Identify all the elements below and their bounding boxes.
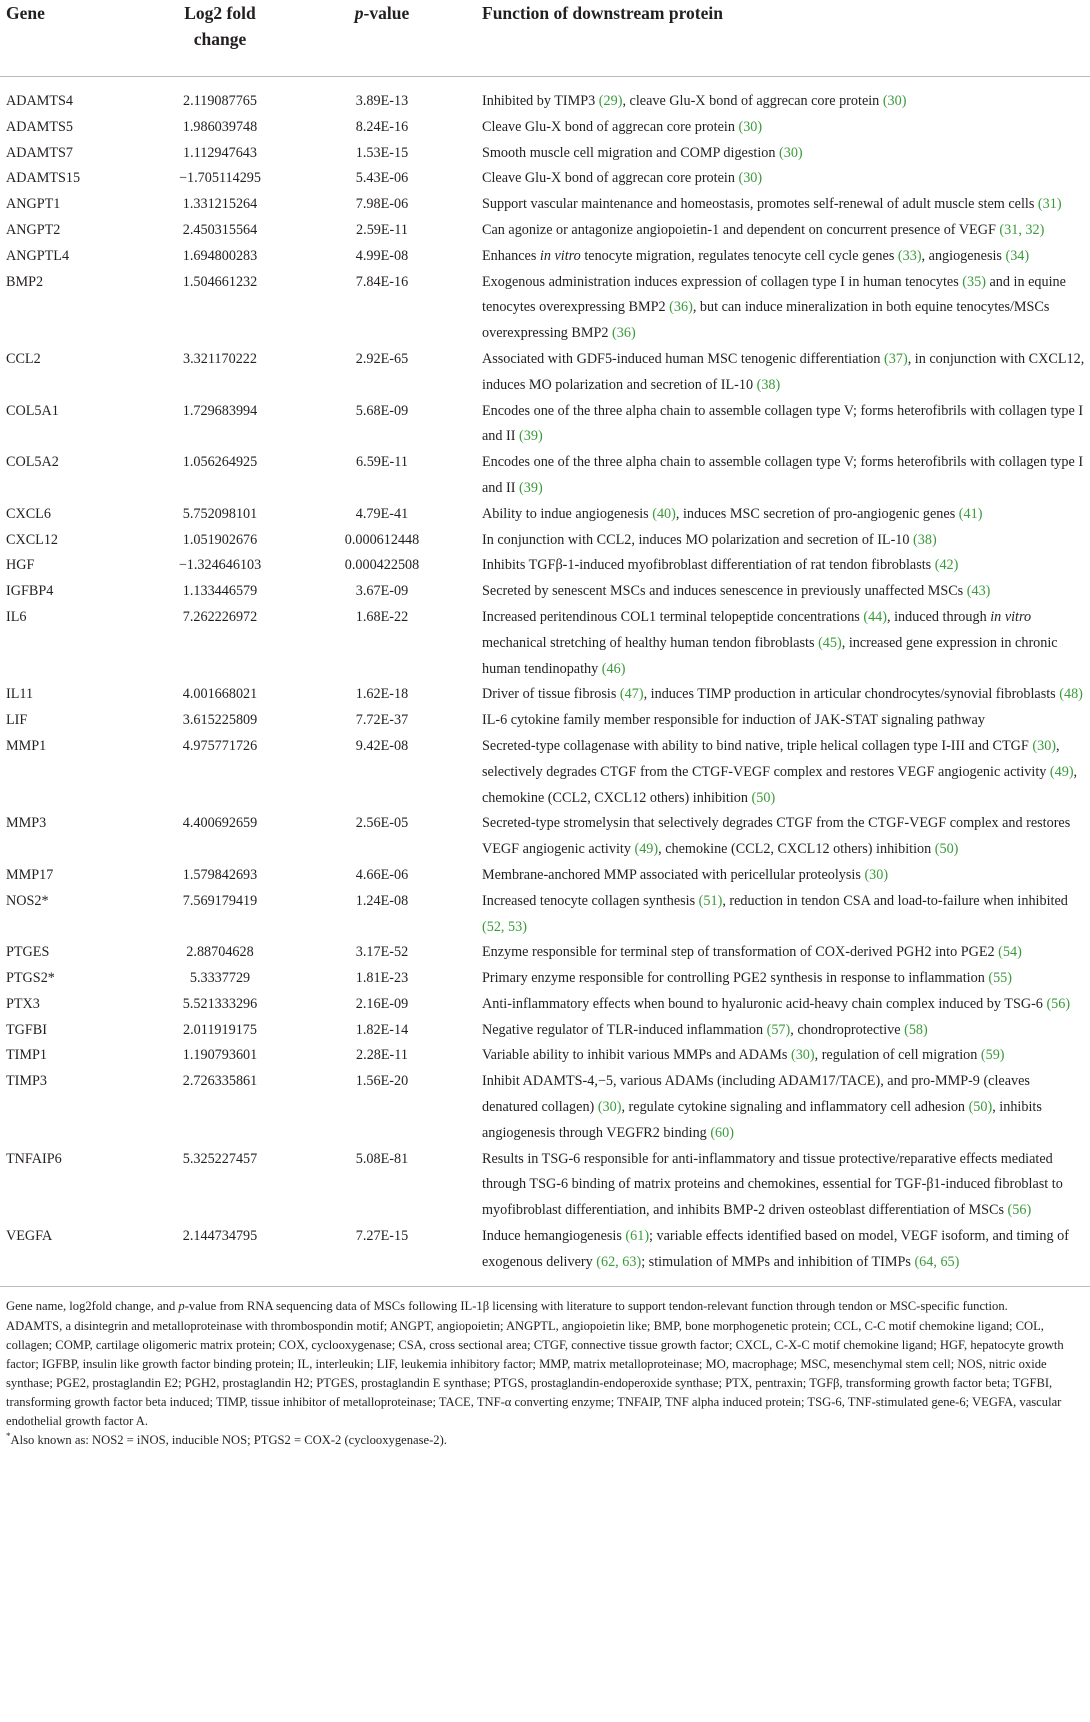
text-segment: , chemokine (CCL2, CXCL12 others) inhibition — [482, 763, 1078, 806]
gene-name: PTGS2* — [6, 970, 55, 987]
header-log2-fold-change — [148, 0, 292, 77]
p-value: 4.66E-06 — [355, 866, 409, 883]
reference-citation: (33) — [897, 247, 922, 264]
log2-fold-change: 4.400692659 — [182, 815, 258, 832]
table-row — [0, 1043, 1090, 1069]
text-segment: , but can induce mineralization in both equine tenocytes/MSCs overexpressing BMP2 — [482, 299, 1050, 342]
gene-name: ANGPT1 — [6, 196, 61, 213]
table-row — [0, 889, 1090, 941]
text-segment: Negative regulator of TLR-induced inflammation — [482, 1021, 767, 1038]
reference-citation: (41) — [958, 505, 983, 522]
text-segment: ; stimulation of MMPs and inhibition of TIMPs — [641, 1253, 915, 1270]
gene-name: ADAMTS4 — [6, 93, 74, 109]
table-row — [0, 450, 1090, 502]
text-segment: and in equine tenocytes overexpressing BMP2 — [482, 273, 1066, 316]
protein-function — [472, 940, 1090, 966]
text-segment: IL-6 cytokine family member responsible for induction of JAK-STAT signaling pathway — [482, 712, 985, 729]
reference-citation: (60) — [710, 1124, 734, 1141]
p-value: 2.28E-11 — [356, 1047, 408, 1064]
p-value: 5.43E-06 — [355, 170, 409, 187]
reference-citation: (30) — [1032, 737, 1057, 754]
gene-name: LIF — [6, 712, 28, 729]
text-segment: mechanical stretching of healthy human tendon fibroblasts — [482, 634, 819, 651]
gene-name: ADAMTS5 — [6, 118, 74, 135]
reference-citation: (35) — [962, 273, 986, 290]
protein-function — [472, 1224, 1090, 1286]
log2-fold-change: 5.521333296 — [182, 995, 258, 1012]
table-row — [0, 966, 1090, 992]
protein-function — [472, 734, 1090, 811]
text-segment: , induces TIMP production in articular chondrocytes/synovial fibroblasts — [643, 686, 1060, 703]
abbreviations: ADAMTS, a disintegrin and metalloproteinase with thrombospondin motif; ANGPT, angiopoietin; ANGPTL, angiopoietin like; BMP, bone morphogenetic protein; CCL, C-C motif chemokine ligand; COL, collagen; COMP, cartilage oligomeric matrix protein; COX, cyclooxygenase; CSA, cross sectional area; CTGF, connective tissue growth factor; CXCL, C-X-C motif chemokine ligand; HGF, hepatocyte growth factor; IGFBP, insulin like growth factor binding protein; IL, interleukin; LIF, leukemia inhibitory factor; MMP, matrix metalloproteinase; MO, macrophage; MSC, mesenchymal stem cell; NOS, nitric oxide synthase; PGE2, prostaglandin E2; PGH2, prostaglandin H2; PTGES, prostaglandin E synthase; PTGS, prostaglandin-endoperoxide synthase; PTX, pentraxin; TGFβ, transforming growth factor beta; TGFBI, transforming growth factor beta induced; TIMP, tissue inhibitor of metalloproteinase; TACE, TNF-α converting enzyme; TNFAIP, TNF alpha induced protein; TSG-6, TNF-stimulated gene-6; VEGFA, vascular endothelial growth factor A. — [6, 1318, 1064, 1428]
table-row — [0, 1147, 1090, 1224]
log2-fold-change: −1.324646103 — [178, 557, 262, 574]
reference-citation: (50) — [751, 789, 776, 806]
reference-citation: (58) — [904, 1021, 928, 1038]
p-value: 5.68E-09 — [355, 402, 409, 419]
table-row — [0, 115, 1090, 141]
gene-name: CXCL6 — [6, 505, 51, 522]
text-segment: Secreted by senescent MSCs and induces senescence in previously unaffected MSCs — [482, 583, 967, 600]
text-segment: Anti-inflammatory effects when bound to hyaluronic acid-heavy chain complex induced by TSG-6 — [482, 995, 1047, 1012]
p-value: 1.56E-20 — [355, 1073, 409, 1090]
log2-fold-change: 5.325227457 — [182, 1150, 258, 1167]
reference-citation: (52, 53) — [482, 918, 527, 935]
p-value: 1.82E-14 — [355, 1021, 409, 1038]
protein-function — [472, 166, 1090, 192]
p-value: 1.62E-18 — [355, 686, 409, 703]
reference-citation: (46) — [601, 660, 626, 677]
protein-function — [472, 1043, 1090, 1069]
text-segment: Increased tenocyte collagen synthesis — [482, 892, 699, 909]
reference-citation: (42) — [934, 557, 959, 574]
gene-name: ADAMTS7 — [6, 144, 74, 161]
gene-name: PTX3 — [6, 995, 40, 1012]
text-segment: Enhances — [482, 247, 540, 264]
gene-name: MMP17 — [6, 866, 54, 883]
table-row — [0, 811, 1090, 863]
p-value: 1.53E-15 — [355, 144, 409, 161]
reference-citation: (57) — [766, 1021, 791, 1038]
text-segment: Variable ability to inhibit various MMPs and ADAMs — [482, 1047, 791, 1064]
footnote — [6, 1431, 1084, 1450]
text-segment: Inhibited by TIMP3 — [482, 93, 599, 109]
log2-fold-change: 2.88704628 — [186, 944, 254, 961]
p-value: 7.72E-37 — [355, 712, 409, 729]
gene-name: PTGES — [6, 944, 50, 961]
reference-citation: (49) — [634, 841, 659, 858]
text-segment: Inhibit ADAMTS-4,−5, various ADAMs (including ADAM17/TACE), and pro-MMP-9 (cleaves denatured collagen) — [482, 1073, 1030, 1116]
table-row — [0, 192, 1090, 218]
reference-citation: (43) — [966, 583, 991, 600]
protein-function — [472, 889, 1090, 941]
reference-citation: (31, 32) — [999, 221, 1045, 238]
reference-citation: (56) — [1046, 995, 1071, 1012]
reference-citation: (50) — [968, 1099, 993, 1116]
reference-citation: (64, 65) — [914, 1253, 960, 1270]
p-value: 9.42E-08 — [355, 737, 409, 754]
log2-fold-change: 1.579842693 — [182, 866, 258, 883]
text-segment: Encodes one of the three alpha chain to assemble collagen type V; forms heterofibrils with collagen type I and II — [482, 454, 1084, 496]
log2-fold-change: 2.450315564 — [182, 221, 258, 238]
table-notes — [0, 1286, 1090, 1450]
table-row — [0, 528, 1090, 554]
reference-citation: (48) — [1059, 686, 1083, 703]
protein-function — [472, 77, 1090, 115]
footnote-text: Also known as: NOS2 = iNOS, inducible NOS; PTGS2 = COX-2 (cyclooxygenase-2). — [10, 1432, 447, 1447]
reference-citation: (51) — [698, 892, 723, 909]
protein-function — [472, 1018, 1090, 1044]
log2-fold-change: 1.504661232 — [182, 273, 258, 290]
table-row — [0, 682, 1090, 708]
reference-citation: (30) — [597, 1099, 622, 1116]
reference-citation: (38) — [756, 376, 781, 393]
p-value: 7.27E-15 — [355, 1228, 409, 1245]
gene-name: TIMP1 — [6, 1047, 47, 1064]
text-segment: Gene name, log2fold change, and — [6, 1298, 179, 1313]
protein-function — [472, 579, 1090, 605]
log2-fold-change: 3.615225809 — [182, 712, 258, 729]
protein-function — [472, 1069, 1090, 1146]
text-segment: , induced through — [887, 608, 991, 625]
table-row — [0, 708, 1090, 734]
p-value: 2.56E-05 — [355, 815, 409, 832]
gene-name: TNFAIP6 — [6, 1150, 62, 1167]
gene-name: BMP2 — [6, 273, 44, 290]
text-segment: Exogenous administration induces expression of collagen type I in human tenocytes — [482, 273, 963, 290]
text-segment: , induces MSC secretion of pro-angiogenic genes — [675, 505, 959, 522]
reference-citation: (34) — [1005, 247, 1030, 264]
log2-fold-change: 2.011919175 — [183, 1021, 257, 1038]
log2-fold-change: 3.321170222 — [183, 350, 257, 367]
protein-function — [472, 811, 1090, 863]
log2-fold-change: 5.3337729 — [189, 970, 251, 987]
text-segment: Increased peritendinous COL1 terminal telopeptide concentrations — [482, 608, 864, 625]
table-row — [0, 347, 1090, 399]
protein-function — [472, 966, 1090, 992]
text-segment: , selectively degrades CTGF from the CTGF-VEGF complex and restores VEGF angiogenic activity — [482, 737, 1060, 780]
text-segment: Smooth muscle cell migration and COMP digestion — [482, 144, 779, 161]
text-segment: , reduction in tendon CSA and load-to-failure when inhibited — [722, 892, 1068, 909]
table-row — [0, 77, 1090, 115]
p-value: 4.79E-41 — [355, 505, 409, 522]
p-value: 2.59E-11 — [356, 221, 408, 238]
p-value: 1.24E-08 — [355, 892, 409, 909]
log2-fold-change: 5.752098101 — [182, 505, 258, 522]
reference-citation: (38) — [913, 531, 937, 548]
reference-citation: (30) — [790, 1047, 815, 1064]
log2-fold-change: 1.729683994 — [182, 402, 258, 419]
gene-name: ADAMTS15 — [6, 170, 81, 187]
p-value: 7.84E-16 — [355, 273, 409, 290]
reference-citation: (30) — [738, 118, 763, 135]
header-p-italic: p — [354, 3, 364, 23]
gene-name: IGFBP4 — [6, 583, 54, 600]
table-row — [0, 1069, 1090, 1146]
table-row — [0, 940, 1090, 966]
reference-citation: (59) — [980, 1047, 1005, 1064]
table-row — [0, 1018, 1090, 1044]
p-value: 2.92E-65 — [355, 350, 409, 367]
table-row — [0, 734, 1090, 811]
log2-fold-change: 2.726335861 — [182, 1073, 258, 1090]
text-segment: ; variable effects identified based on model, VEGF isoform, and timing of exogenous delivery — [482, 1228, 1069, 1270]
text-segment: Can agonize or antagonize angiopoietin-1 and dependent on concurrent presence of VEGF — [482, 221, 1000, 238]
log2-fold-change: 1.190793601 — [182, 1047, 258, 1064]
header-p-rest: -value — [363, 3, 410, 23]
gene-name: CXCL12 — [6, 531, 59, 548]
reference-citation: (49) — [1049, 763, 1074, 780]
table-row — [0, 553, 1090, 579]
gene-name: COL5A2 — [6, 454, 59, 471]
protein-function — [472, 347, 1090, 399]
reference-citation: (55) — [988, 970, 1012, 987]
reference-citation: (47) — [619, 686, 644, 703]
protein-function — [472, 708, 1090, 734]
table-row — [0, 605, 1090, 682]
log2-fold-change: 4.001668021 — [182, 686, 258, 703]
text-segment: tenocyte migration, regulates tenocyte cell cycle genes — [580, 247, 898, 264]
p-value: 3.17E-52 — [355, 944, 409, 961]
table-row — [0, 218, 1090, 244]
log2-fold-change: −1.705114295 — [179, 170, 261, 187]
p-value: 0.000422508 — [344, 557, 420, 574]
protein-function — [472, 399, 1090, 451]
log2-fold-change: 4.975771726 — [182, 737, 258, 754]
protein-function — [472, 502, 1090, 528]
p-value: 1.68E-22 — [355, 608, 409, 625]
italic-text: in vitro — [539, 247, 581, 264]
reference-citation: (36) — [669, 299, 693, 316]
reference-citation: (30) — [779, 144, 803, 161]
protein-function — [472, 115, 1090, 141]
text-segment: In conjunction with CCL2, induces MO polarization and secretion of IL-10 — [482, 531, 914, 548]
reference-citation: (40) — [652, 505, 676, 522]
text-segment: , regulation of cell migration — [814, 1047, 981, 1064]
text-segment: Secreted-type collagenase with ability to bind native, triple helical collagen type I-III and CTGF — [482, 737, 1033, 754]
reference-citation: (30) — [738, 170, 763, 187]
p-value: 7.98E-06 — [355, 196, 409, 213]
log2-fold-change: 1.694800283 — [182, 247, 258, 264]
log2-fold-change: 1.051902676 — [182, 531, 258, 548]
table-row — [0, 166, 1090, 192]
protein-function — [472, 450, 1090, 502]
text-segment: , chondroprotective — [790, 1021, 905, 1038]
gene-name: MMP3 — [6, 815, 47, 832]
table-body — [0, 77, 1090, 1286]
log2-fold-change: 1.056264925 — [182, 454, 258, 471]
header-gene: Gene — [0, 0, 148, 77]
table-header — [0, 0, 1090, 77]
text-segment: Support vascular maintenance and homeostasis, promotes self-renewal of adult muscle stem cells — [482, 196, 1038, 213]
reference-citation: (30) — [882, 93, 907, 109]
protein-function — [472, 863, 1090, 889]
text-segment: , increased gene expression in chronic human tendinopathy — [482, 634, 1058, 677]
p-value: 2.16E-09 — [355, 995, 409, 1012]
protein-function — [472, 528, 1090, 554]
gene-name: MMP1 — [6, 737, 47, 754]
text-segment: Enzyme responsible for terminal step of transformation of COX-derived PGH2 into PGE2 — [482, 944, 999, 961]
text-segment: , angiogenesis — [921, 247, 1006, 264]
gene-name: VEGFA — [6, 1228, 53, 1245]
table-row — [0, 579, 1090, 605]
table-row — [0, 399, 1090, 451]
reference-citation: (39) — [519, 428, 543, 445]
gene-name: IL6 — [6, 608, 27, 625]
reference-citation: (31) — [1037, 196, 1062, 213]
header-fc-line2: change — [193, 29, 247, 49]
text-segment: Driver of tissue fibrosis — [482, 686, 620, 703]
text-segment: , inhibits angiogenesis through VEGFR2 binding — [482, 1099, 1042, 1141]
reference-citation: (29) — [598, 93, 623, 109]
gene-name: CCL2 — [6, 350, 41, 367]
text-segment: Secreted-type stromelysin that selectively degrades CTGF from the CTGF-VEGF complex and restores VEGF angiogenic activity — [482, 815, 1071, 858]
p-value: 0.000612448 — [344, 531, 420, 548]
header-function: Function of downstream protein — [472, 0, 1090, 77]
table-row — [0, 502, 1090, 528]
reference-citation: (36) — [612, 325, 636, 342]
reference-citation: (50) — [934, 841, 959, 858]
protein-function — [472, 270, 1090, 347]
log2-fold-change: 2.144734795 — [182, 1228, 258, 1245]
text-segment: -value from RNA sequencing data of MSCs following IL-1β licensing with literature to support tendon-relevant function through tendon or MSC-specific function. — [184, 1298, 1008, 1313]
text-segment: Induce hemangiogenesis — [482, 1228, 626, 1245]
p-value: 5.08E-81 — [355, 1150, 409, 1167]
log2-fold-change: 7.569179419 — [182, 892, 258, 909]
table-row — [0, 863, 1090, 889]
gene-name: IL11 — [6, 686, 34, 703]
reference-citation: (62, 63) — [596, 1253, 642, 1270]
protein-function — [472, 141, 1090, 167]
p-value: 6.59E-11 — [356, 454, 408, 471]
gene-name: TGFBI — [6, 1021, 47, 1038]
text-segment: Cleave Glu-X bond of aggrecan core protein — [482, 118, 739, 135]
table-row — [0, 992, 1090, 1018]
reference-citation: (39) — [519, 479, 543, 496]
p-value: 1.81E-23 — [355, 970, 409, 987]
text-segment: Inhibits TGFβ-1-induced myofibroblast differentiation of rat tendon fibroblasts — [482, 557, 935, 574]
header-fc-line1: Log2 fold — [184, 3, 256, 23]
p-value: 4.99E-08 — [355, 247, 409, 264]
text-segment: Cleave Glu-X bond of aggrecan core protein — [482, 170, 739, 187]
protein-function — [472, 992, 1090, 1018]
reference-citation: (37) — [884, 350, 908, 367]
protein-function — [472, 553, 1090, 579]
text-segment: , in conjunction with CXCL12, induces MO polarization and secretion of IL-10 — [482, 350, 1085, 393]
log2-fold-change: 7.262226972 — [182, 608, 258, 625]
log2-fold-change: 2.119087765 — [183, 93, 257, 109]
protein-function — [472, 244, 1090, 270]
log2-fold-change: 1.331215264 — [182, 196, 258, 213]
gene-name: NOS2* — [6, 892, 49, 909]
text-segment: , cleave Glu-X bond of aggrecan core protein — [622, 93, 883, 109]
table-row — [0, 270, 1090, 347]
p-value: 3.89E-13 — [355, 93, 409, 109]
reference-citation: (56) — [1007, 1202, 1032, 1219]
text-segment: Associated with GDF5-induced human MSC tenogenic differentiation — [482, 350, 885, 367]
text-segment: , regulate cytokine signaling and inflammatory cell adhesion — [621, 1099, 969, 1116]
table-row — [0, 1224, 1090, 1286]
gene-name: COL5A1 — [6, 402, 59, 419]
text-segment: Encodes one of the three alpha chain to assemble collagen type V; forms heterofibrils with collagen type I and II — [482, 402, 1084, 445]
table-row — [0, 244, 1090, 270]
gene-name: ANGPTL4 — [6, 247, 70, 264]
protein-function — [472, 218, 1090, 244]
protein-function — [472, 682, 1090, 708]
italic-text: p — [178, 1298, 185, 1313]
log2-fold-change: 1.112947643 — [183, 144, 257, 161]
gene-name: TIMP3 — [6, 1073, 47, 1090]
table-caption — [6, 1297, 1084, 1316]
log2-fold-change: 1.986039748 — [182, 118, 258, 135]
header-p-value — [292, 0, 472, 77]
log2-fold-change: 1.133446579 — [182, 583, 258, 600]
reference-citation: (45) — [818, 634, 842, 651]
gene-name: ANGPT2 — [6, 221, 61, 238]
reference-citation: (30) — [864, 866, 889, 883]
protein-function — [472, 605, 1090, 682]
reference-citation: (61) — [625, 1228, 650, 1245]
italic-text: in vitro — [990, 608, 1032, 625]
footnote-mark: * — [6, 1430, 11, 1441]
text-segment: Ability to indue angiogenesis — [482, 505, 653, 522]
protein-function — [472, 192, 1090, 218]
text-segment: Membrane-anchored MMP associated with pericellular proteolysis — [482, 866, 865, 883]
text-segment: Primary enzyme responsible for controlling PGE2 synthesis in response to inflammation — [482, 970, 989, 987]
gene-name: HGF — [6, 557, 35, 574]
p-value: 8.24E-16 — [355, 118, 409, 135]
text-segment: Results in TSG-6 responsible for anti-inflammatory and tissue protective/reparative effects mediated through TSG-6 binding of matrix proteins and chemokines, essential for TGF-β1-induced fibroblast to myofibroblast differentiation, and inhibits BMP-2 driven osteoblast differentiation of MSCs — [482, 1150, 1063, 1219]
table-row — [0, 141, 1090, 167]
reference-citation: (54) — [998, 944, 1022, 961]
text-segment: , chemokine (CCL2, CXCL12 others) inhibition — [658, 841, 935, 858]
p-value: 3.67E-09 — [355, 583, 409, 600]
reference-citation: (44) — [863, 608, 887, 625]
protein-function — [472, 1147, 1090, 1224]
